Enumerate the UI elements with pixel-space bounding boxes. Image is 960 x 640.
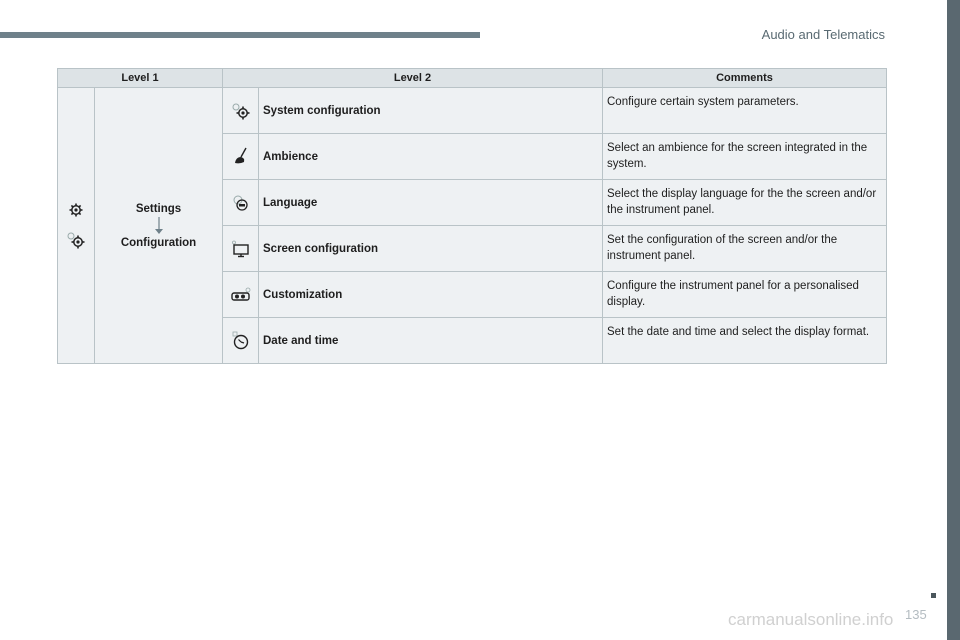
column-header-level1: Level 1 bbox=[58, 69, 223, 88]
customization-icon bbox=[230, 287, 252, 303]
settings-table bbox=[57, 68, 887, 364]
gear-icon bbox=[69, 203, 83, 217]
row-name-cell: Date and time bbox=[259, 318, 603, 364]
column-header-comments: Comments bbox=[603, 69, 887, 88]
row-name-cell: Language bbox=[259, 180, 603, 226]
row-icon-cell bbox=[223, 318, 259, 364]
page-marker bbox=[931, 593, 936, 598]
row-name-cell: Customization bbox=[259, 272, 603, 318]
level1-settings-label: Settings bbox=[135, 202, 182, 215]
top-accent-bar bbox=[0, 32, 480, 38]
language-icon bbox=[231, 194, 251, 212]
table-row bbox=[58, 88, 887, 134]
row-name-cell: System configuration bbox=[259, 88, 603, 134]
arrow-down-icon bbox=[154, 217, 164, 235]
row-comment-cell: Set the configuration of the screen and/or the instrument panel. bbox=[603, 226, 887, 272]
side-strip bbox=[947, 0, 960, 640]
row-comment-cell: Select an ambience for the screen integrated in the system. bbox=[603, 134, 887, 180]
row-comment-cell: Select the display language for the the screen and/or the instrument panel. bbox=[603, 180, 887, 226]
row-icon-cell bbox=[223, 226, 259, 272]
clock-icon bbox=[231, 331, 251, 351]
row-name-cell: Ambience bbox=[259, 134, 603, 180]
ambience-brush-icon bbox=[231, 147, 251, 167]
section-title: Audio and Telematics bbox=[761, 27, 885, 42]
system-configuration-icon bbox=[231, 102, 251, 120]
level1-icon-cell bbox=[58, 88, 95, 364]
row-name-cell: Screen configuration bbox=[259, 226, 603, 272]
screen-configuration-icon bbox=[231, 240, 251, 258]
page-number: 135 bbox=[905, 607, 927, 622]
row-comment-cell: Set the date and time and select the display format. bbox=[603, 318, 887, 364]
row-comment-cell: Configure the instrument panel for a personalised display. bbox=[603, 272, 887, 318]
level1-configuration-label: Configuration bbox=[120, 236, 197, 249]
row-comment-cell: Configure certain system parameters. bbox=[603, 88, 887, 134]
table-header-row bbox=[58, 69, 887, 88]
row-icon-cell bbox=[223, 180, 259, 226]
row-icon-cell bbox=[223, 88, 259, 134]
dual-gear-icon bbox=[66, 231, 86, 249]
row-icon-cell bbox=[223, 134, 259, 180]
column-header-level2: Level 2 bbox=[223, 69, 603, 88]
row-icon-cell bbox=[223, 272, 259, 318]
level1-label-cell bbox=[95, 88, 223, 364]
watermark: carmanualsonline.info bbox=[728, 610, 894, 629]
